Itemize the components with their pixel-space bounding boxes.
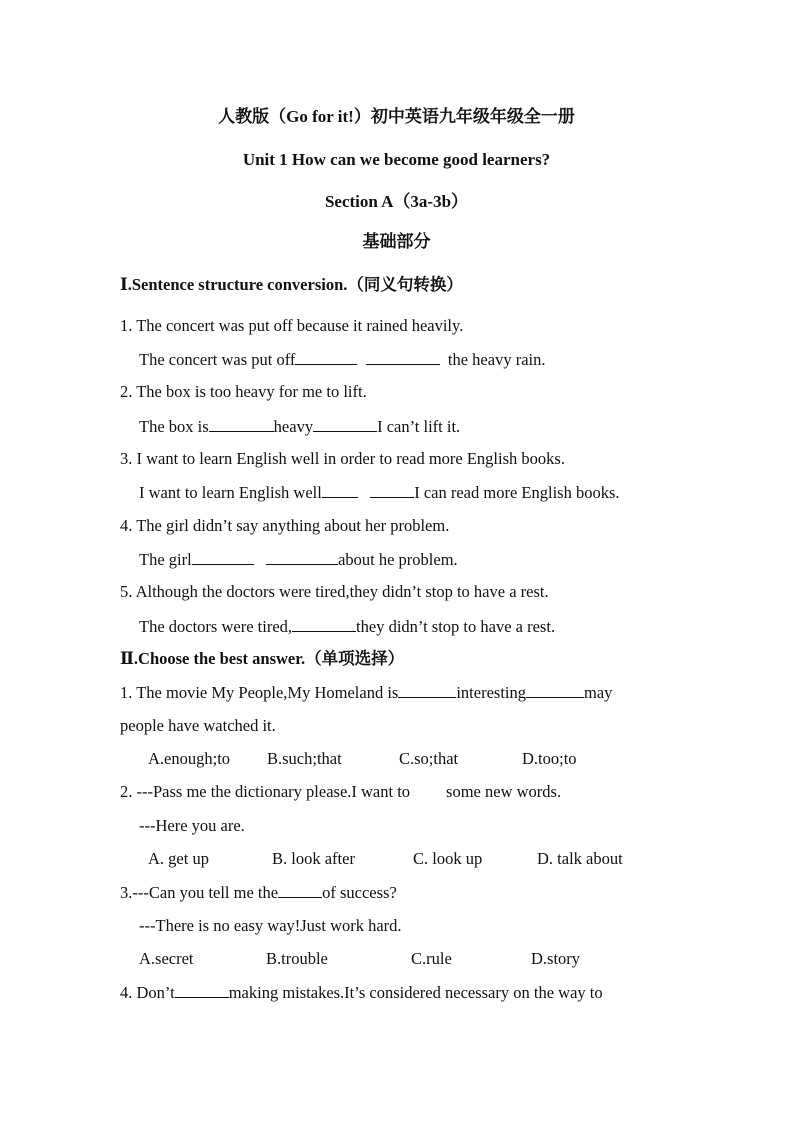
answer-blank[interactable] <box>313 416 377 432</box>
answer-blank[interactable] <box>292 616 356 632</box>
part1-q2-text-a: The box is <box>139 417 209 436</box>
option-a[interactable]: A.enough;to <box>148 749 231 768</box>
part2-q3-text-a: 3.---Can you tell me the <box>120 883 279 902</box>
part1-q2-original: 2. The box is too heavy for me to lift. <box>120 382 367 401</box>
section-title: Section A（3a-3b） <box>324 192 469 211</box>
part2-q1-text-c: may <box>584 683 613 702</box>
part1-q5-rewrite <box>139 616 555 637</box>
part1-q1-text-b: the heavy rain. <box>447 350 546 369</box>
part2-q3-stem <box>120 882 397 903</box>
option-d[interactable]: D.too;to <box>522 749 577 768</box>
part2-q2-reply: ---Here you are. <box>139 816 245 835</box>
option-d[interactable]: D.story <box>531 949 581 968</box>
part2-q3-reply: ---There is no easy way!Just work hard. <box>139 916 402 935</box>
answer-blank[interactable] <box>209 416 274 432</box>
part1-q4-original: 4. The girl didn’t say anything about her problem. <box>120 516 450 535</box>
answer-blank[interactable] <box>295 349 357 365</box>
part2-q2-stem <box>120 782 561 802</box>
answer-blank[interactable] <box>175 982 229 998</box>
part1-q3-text-a: I want to learn English well <box>139 483 322 502</box>
answer-blank[interactable] <box>192 549 254 565</box>
answer-blank[interactable] <box>370 482 414 498</box>
part1-q3-text-b: I can read more English books. <box>414 483 620 502</box>
part2-q3-text-b: of success? <box>322 883 397 902</box>
part1-q1-rewrite <box>139 349 545 370</box>
part2-q1-stem <box>120 682 612 703</box>
part2-q2-text-b: some new words. <box>446 782 562 801</box>
part2-q1-text-a: 1. The movie My People,My Homeland is <box>120 683 399 702</box>
part2-q4-text-a: 4. Don’t <box>120 983 175 1002</box>
part2-q2-text-a: 2. ---Pass me the dictionary please.I want to <box>120 782 411 801</box>
answer-blank[interactable] <box>278 882 322 898</box>
part2-q4-text-b: making mistakes.It’s considered necessary on the way to <box>228 983 603 1002</box>
part1-q3-original: 3. I want to learn English well in order to read more English books. <box>120 449 565 468</box>
part2-q1-continued: people have watched it. <box>120 716 276 735</box>
answer-blank[interactable] <box>266 549 338 565</box>
answer-blank[interactable] <box>322 482 358 498</box>
answer-blank[interactable] <box>398 682 456 698</box>
part1-q2-text-c: I can’t lift it. <box>377 417 461 436</box>
document-title: 人教版（Go for it!）初中英语九年级年级全一册 <box>218 107 575 126</box>
part2-q1-text-b: interesting <box>456 683 526 702</box>
part1-q3-rewrite <box>139 482 620 503</box>
option-c[interactable]: C.so;that <box>399 749 459 768</box>
part2-heading: Ⅱ.Choose the best answer.（单项选择） <box>120 649 405 668</box>
part1-q2-rewrite <box>139 416 460 437</box>
part2-q4-stem <box>120 982 603 1003</box>
part1-q1-text-a: The concert was put off <box>139 350 296 369</box>
option-a[interactable]: A.secret <box>139 949 194 968</box>
part1-q5-original: 5. Although the doctors were tired,they didn’t stop to have a rest. <box>120 582 549 601</box>
part-title: 基础部分 <box>362 232 431 251</box>
part1-q4-text-b: about he problem. <box>338 550 458 569</box>
option-d[interactable]: D. talk about <box>537 849 623 868</box>
part1-q4-text-a: The girl <box>139 550 192 569</box>
part1-q5-text-a: The doctors were tired, <box>139 617 293 636</box>
option-c[interactable]: C. look up <box>413 849 483 868</box>
answer-blank[interactable] <box>526 682 584 698</box>
unit-title: Unit 1 How can we become good learners? <box>242 150 551 169</box>
option-a[interactable]: A. get up <box>148 849 209 868</box>
part1-q1-original: 1. The concert was put off because it rained heavily. <box>120 316 464 335</box>
option-b[interactable]: B. look after <box>272 849 355 868</box>
answer-blank[interactable] <box>366 349 440 365</box>
part1-heading: Ⅰ.Sentence structure conversion.（同义句转换） <box>120 275 463 294</box>
part1-q2-text-b: heavy <box>273 417 314 436</box>
option-c[interactable]: C.rule <box>411 949 452 968</box>
option-b[interactable]: B.such;that <box>267 749 342 768</box>
option-b[interactable]: B.trouble <box>266 949 328 968</box>
part1-q4-rewrite <box>139 549 458 570</box>
part1-q5-text-b: they didn’t stop to have a rest. <box>356 617 556 636</box>
